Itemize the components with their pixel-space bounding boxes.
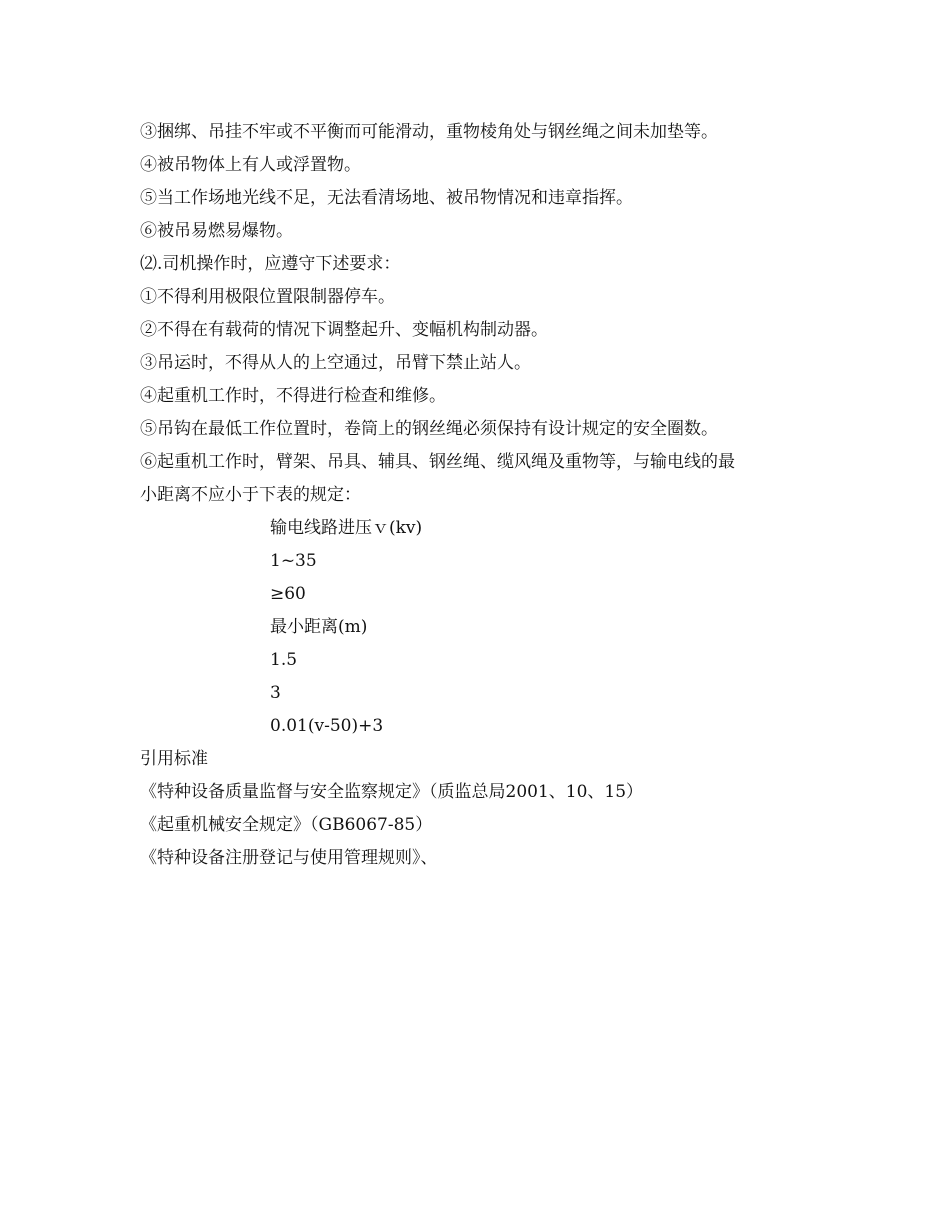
table-cell: 0.01(v-50)+3 (270, 716, 384, 736)
reference-item: 《起重机械安全规定》（GB6067-85） (140, 815, 433, 835)
reference-item: 《特种设备注册登记与使用管理规则》、 (140, 848, 438, 868)
reference-item: 《特种设备质量监督与安全监察规定》（质监总局2001、10、15） (140, 782, 644, 802)
rule-item: ②不得在有载荷的情况下调整起升、变幅机构制动器。 (140, 320, 548, 340)
table-cell: 1~35 (270, 551, 317, 571)
table-cell: ≥60 (270, 584, 306, 604)
rule-item: ⑥被吊易燃易爆物。 (140, 221, 293, 241)
rule-item: ⑤吊钩在最低工作位置时，卷筒上的钢丝绳必须保持有设计规定的安全圈数。 (140, 419, 718, 439)
rule-item: ⑤当工作场地光线不足，无法看清场地、被吊物情况和违章指挥。 (140, 188, 633, 208)
rule-item: ④被吊物体上有人或浮置物。 (140, 155, 361, 175)
references-heading: 引用标准 (140, 749, 208, 769)
crane-rules-list (140, 116, 820, 512)
rule-item: ①不得利用极限位置限制器停车。 (140, 287, 395, 307)
section-heading: ⑵.司机操作时，应遵守下述要求： (140, 254, 401, 274)
table-cell: 1.5 (270, 650, 298, 670)
distance-table (270, 512, 820, 743)
rule-item: ④起重机工作时，不得进行检查和维修。 (140, 386, 446, 406)
table-header-voltage: 输电线路进压ｖ(kv) (270, 518, 423, 538)
document-body (140, 116, 820, 875)
table-header-distance: 最小距离(m) (270, 617, 368, 637)
rule-item: ③吊运时，不得从人的上空通过，吊臂下禁止站人。 (140, 353, 531, 373)
references-section (140, 743, 820, 875)
rule-item-wrapped-line-2: 小距离不应小于下表的规定： (140, 485, 361, 505)
rule-item: ③捆绑、吊挂不牢或不平衡而可能滑动，重物棱角处与钢丝绳之间未加垫等。 (140, 122, 718, 142)
rule-item-wrapped-line-1: ⑥起重机工作时，臂架、吊具、辅具、钢丝绳、缆风绳及重物等，与输电线的最 (140, 452, 735, 472)
table-cell: 3 (270, 683, 281, 703)
